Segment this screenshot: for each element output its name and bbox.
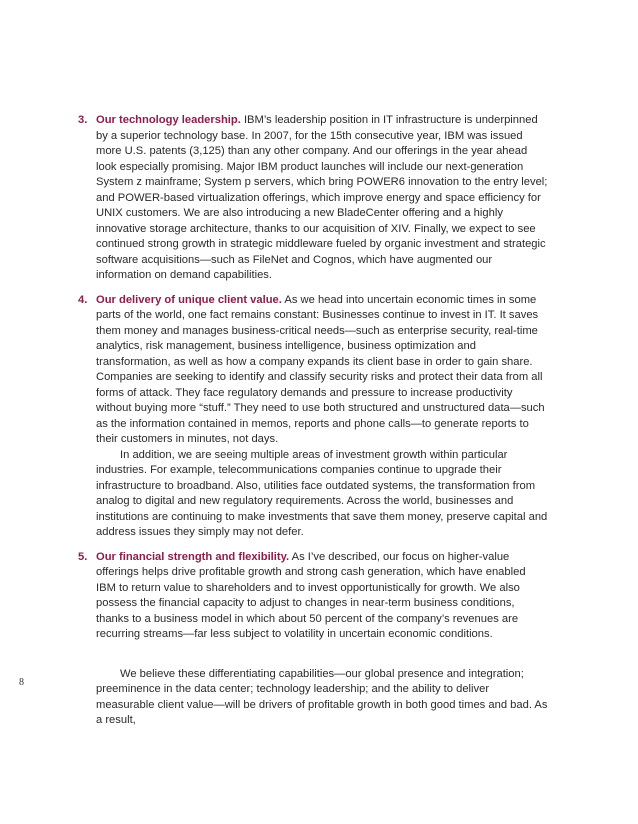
item-heading: Our delivery of unique client value. [96,293,282,306]
item-text: As we head into uncertain economic times in some parts of the world, one fact remains constant: Businesses continue to invest in IT. It saves them money and manages business-critical needs—such as enterprise security, real-time analytics, risk management, business intelligence, business optimization and transformation, as well as how a company expands its client base in order to gain share. Companies are seeking to identify and classify security risks and protect their data from all forms of attack. They face regulatory demands and pressure to increase productivity without buying more “stuff.” They need to use both structured and unstructured data—such as the information contained in memos, reports and phone calls—to generate reports to their customers in minutes, not days. [96,293,545,445]
item-heading: Our financial strength and flexibility. [96,550,290,563]
article-body [78,113,548,729]
closing-paragraph [78,667,548,729]
item-paragraph [96,550,548,643]
item-heading: Our technology leadership. [96,114,241,126]
item-paragraph [96,293,548,448]
item-number: 3. [78,114,88,126]
item-text: IBM’s leadership position in IT infrastructure is underpinned by a superior technology base. In 2007, for the 15th consecutive year, IBM was issued more U.S. patents (3,125) than any other company. And our offerings in the year ahead look especially promising. Major IBM product launches will include our next-generation System z mainframe; System p servers, which bring POWER6 innovation to the entry level; and POWER-based virtualization offerings, which improve energy and space efficiency for UNIX customers. We are also introducing a new BladeCenter offering and a highly innovative storage architecture, thanks to our acquisition of XIV. Finally, we expect to see continued strong growth in strategic middleware fueled by organic investment and strategic software acquisitions—such as FileNet and Cognos, which have augmented our information on demand capabilities. [96,114,548,281]
item-paragraph [96,113,548,284]
closing-text: We believe these differentiating capabilities—our global presence and integration; preeminence in the data center; technology leadership; and the ability to deliver measurable client value—will be drivers of profitable growth in both good times and bad. As a result, [96,667,548,726]
item-text: As I’ve described, our focus on higher-value offerings helps drive profitable growth and strong cash generation, which have enabled IBM to return value to shareholders and to invest opportunistically for growth. We also possess the financial capacity to adjust to changes in near-term business conditions, thanks to a business model in which about 50 percent of the company’s revenues are recurring streams—far less subject to volatility in uncertain economic conditions. [96,550,526,640]
list-item-client-value [78,293,548,541]
item-number: 4. [78,293,88,306]
page-number: 8 [19,677,24,688]
list-item-financial-strength [78,550,548,643]
item-paragraph-continued: In addition, we are seeing multiple areas of investment growth within particular industries. For example, telecommunications companies continue to upgrade their infrastructure to broadband. Also, utilities face outdated systems, the transformation from analog to digital and new regulatory requirements. Across the world, businesses and institutions are continuing to make investments that save them money, preserve capital and address issues they simply may not defer. [96,448,548,538]
item-number: 5. [78,550,88,563]
list-item-technology-leadership [78,113,548,284]
